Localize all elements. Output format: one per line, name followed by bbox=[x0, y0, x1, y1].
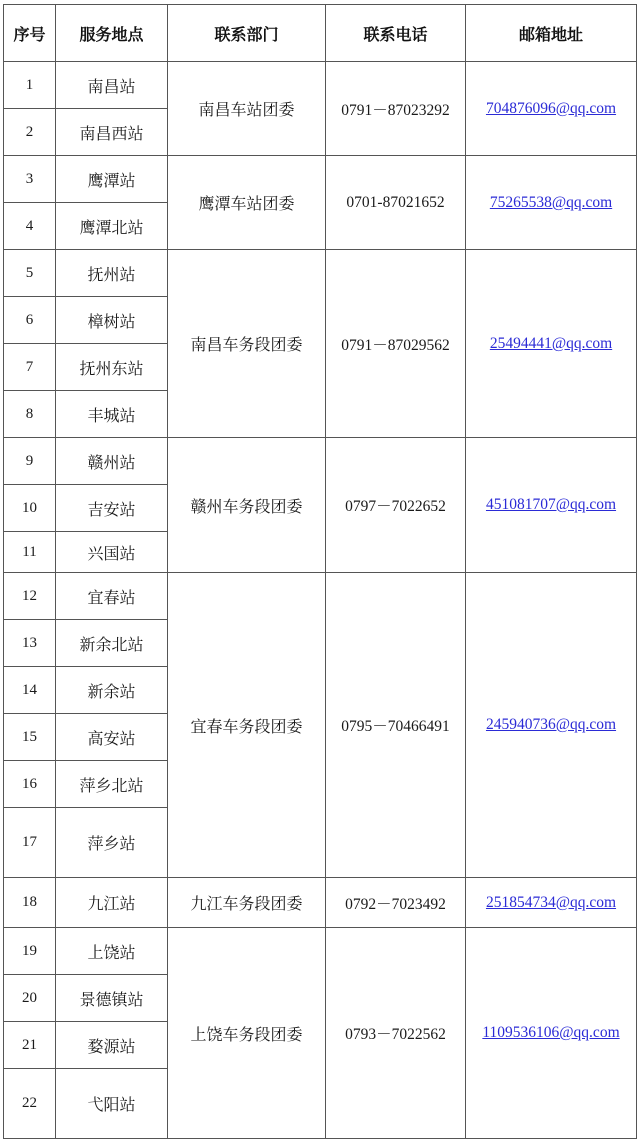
email-cell bbox=[466, 573, 637, 878]
row-number: 15 bbox=[4, 714, 56, 761]
email-link[interactable]: 75265538@qq.com bbox=[489, 193, 613, 211]
header-dept: 联系部门 bbox=[168, 5, 326, 62]
row-number: 1 bbox=[4, 62, 56, 109]
row-number: 20 bbox=[4, 975, 56, 1022]
contact-table bbox=[3, 4, 637, 1139]
row-number: 18 bbox=[4, 878, 56, 928]
row-number: 10 bbox=[4, 485, 56, 532]
phone-number: 0792－7023492 bbox=[326, 878, 466, 928]
table-row bbox=[4, 573, 637, 620]
station-name: 婺源站 bbox=[56, 1022, 168, 1069]
row-number: 21 bbox=[4, 1022, 56, 1069]
phone-number: 0701-87021652 bbox=[326, 156, 466, 250]
table-row bbox=[4, 928, 637, 975]
header-email: 邮箱地址 bbox=[466, 5, 637, 62]
row-number: 8 bbox=[4, 391, 56, 438]
table-row bbox=[4, 250, 637, 297]
row-number: 16 bbox=[4, 761, 56, 808]
phone-number: 0791－87029562 bbox=[326, 250, 466, 438]
station-name: 新余站 bbox=[56, 667, 168, 714]
station-name: 上饶站 bbox=[56, 928, 168, 975]
row-number: 17 bbox=[4, 808, 56, 878]
phone-number: 0797－7022652 bbox=[326, 438, 466, 573]
station-name: 萍乡站 bbox=[56, 808, 168, 878]
email-cell bbox=[466, 156, 637, 250]
department-name: 赣州车务段团委 bbox=[168, 438, 326, 573]
station-name: 高安站 bbox=[56, 714, 168, 761]
phone-number: 0793－7022562 bbox=[326, 928, 466, 1139]
email-cell bbox=[466, 250, 637, 438]
header-station: 服务地点 bbox=[56, 5, 168, 62]
row-number: 2 bbox=[4, 109, 56, 156]
email-link[interactable]: 251854734@qq.com bbox=[485, 893, 617, 911]
station-name: 宜春站 bbox=[56, 573, 168, 620]
row-number: 7 bbox=[4, 344, 56, 391]
row-number: 5 bbox=[4, 250, 56, 297]
header-num: 序号 bbox=[4, 5, 56, 62]
header-phone: 联系电话 bbox=[326, 5, 466, 62]
station-name: 景德镇站 bbox=[56, 975, 168, 1022]
row-number: 22 bbox=[4, 1069, 56, 1139]
department-name: 宜春车务段团委 bbox=[168, 573, 326, 878]
station-name: 抚州站 bbox=[56, 250, 168, 297]
station-name: 抚州东站 bbox=[56, 344, 168, 391]
table-row bbox=[4, 878, 637, 928]
table-row bbox=[4, 438, 637, 485]
station-name: 新余北站 bbox=[56, 620, 168, 667]
table-row bbox=[4, 62, 637, 109]
station-name: 南昌站 bbox=[56, 62, 168, 109]
station-name: 南昌西站 bbox=[56, 109, 168, 156]
department-name: 南昌车务段团委 bbox=[168, 250, 326, 438]
department-name: 九江车务段团委 bbox=[168, 878, 326, 928]
email-cell bbox=[466, 928, 637, 1139]
row-number: 6 bbox=[4, 297, 56, 344]
row-number: 12 bbox=[4, 573, 56, 620]
row-number: 11 bbox=[4, 532, 56, 573]
station-name: 兴国站 bbox=[56, 532, 168, 573]
email-link[interactable]: 1109536106@qq.com bbox=[482, 1024, 620, 1041]
station-name: 弋阳站 bbox=[56, 1069, 168, 1139]
phone-number: 0791－87023292 bbox=[326, 62, 466, 156]
station-name: 萍乡北站 bbox=[56, 761, 168, 808]
email-cell bbox=[466, 62, 637, 156]
department-name: 鹰潭车站团委 bbox=[168, 156, 326, 250]
station-name: 鹰潭北站 bbox=[56, 203, 168, 250]
email-link[interactable]: 704876096@qq.com bbox=[485, 99, 617, 117]
department-name: 上饶车务段团委 bbox=[168, 928, 326, 1139]
email-cell bbox=[466, 438, 637, 573]
email-link[interactable]: 25494441@qq.com bbox=[489, 334, 613, 352]
row-number: 19 bbox=[4, 928, 56, 975]
table-row bbox=[4, 156, 637, 203]
station-name: 赣州站 bbox=[56, 438, 168, 485]
row-number: 4 bbox=[4, 203, 56, 250]
station-name: 丰城站 bbox=[56, 391, 168, 438]
email-link[interactable]: 245940736@qq.com bbox=[485, 716, 617, 733]
station-name: 吉安站 bbox=[56, 485, 168, 532]
email-link[interactable]: 451081707@qq.com bbox=[485, 496, 617, 513]
email-cell bbox=[466, 878, 637, 928]
row-number: 9 bbox=[4, 438, 56, 485]
header-row bbox=[4, 5, 637, 62]
row-number: 13 bbox=[4, 620, 56, 667]
department-name: 南昌车站团委 bbox=[168, 62, 326, 156]
station-name: 樟树站 bbox=[56, 297, 168, 344]
station-name: 鹰潭站 bbox=[56, 156, 168, 203]
phone-number: 0795－70466491 bbox=[326, 573, 466, 878]
station-name: 九江站 bbox=[56, 878, 168, 928]
row-number: 3 bbox=[4, 156, 56, 203]
row-number: 14 bbox=[4, 667, 56, 714]
